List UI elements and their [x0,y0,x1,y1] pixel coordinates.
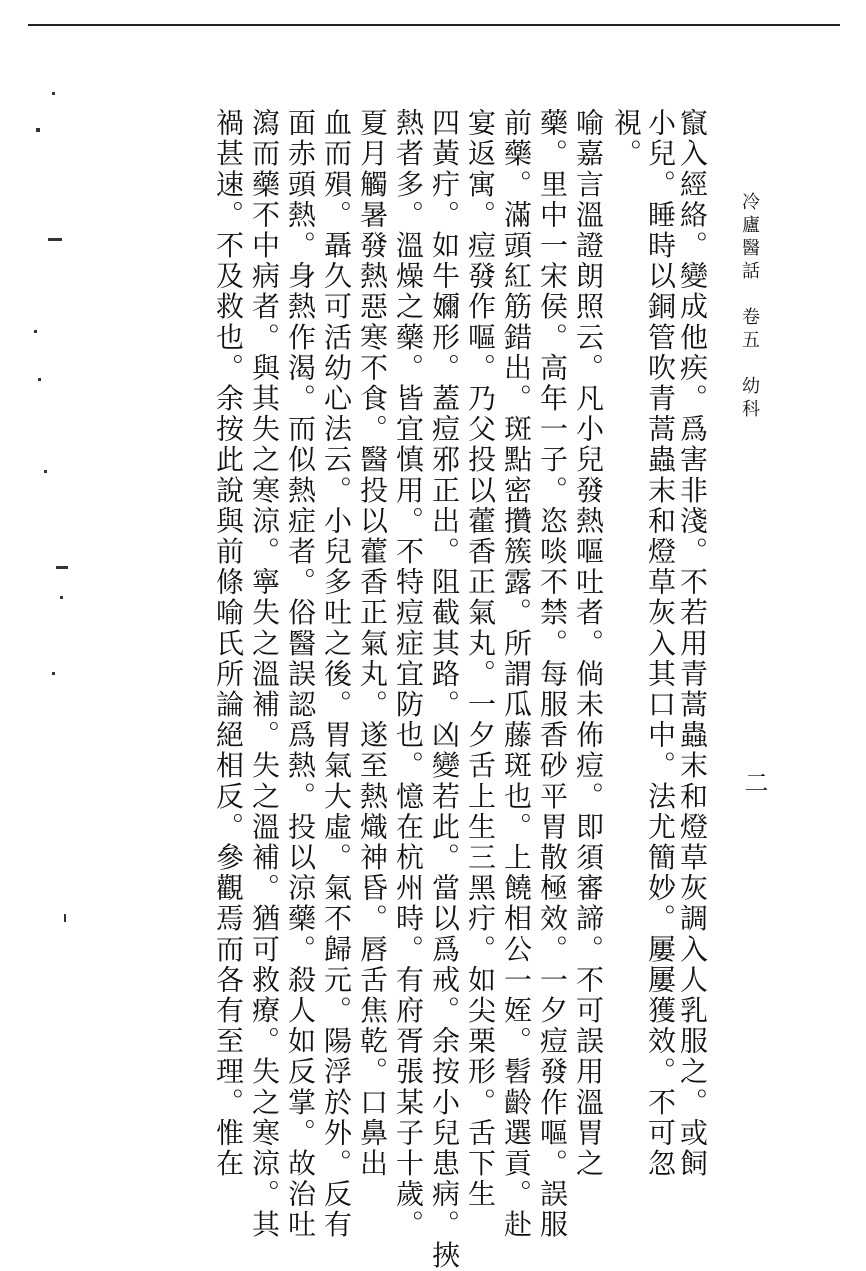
scan-speck [44,470,47,473]
scan-speck [34,330,37,333]
text-column: 前藥。滿頭紅筋錯出。斑點密攢簇露。所謂瓜藤斑也。上饒相公一姪。髫齡選貢。赴 [500,108,533,1241]
text-column: 四黃疔。如牛嬭形。蓋痘邪正出。阻截其路。凶變若此。當以爲戒。余按小兒患病。挾 [428,108,461,1271]
text-column: 竄入經絡。變成他疾。爲害非淺。不若用青蒿蟲末和燈草灰調入人乳服之。或飼 [676,108,709,1179]
text-column: 藥。里中一宋侯。高年一子。恣啖不禁。每服香砂平胃散極效。一夕痘發作嘔。誤服 [536,108,569,1241]
text-column: 瀉而藥不中病者。與其失之寒涼。寧失之溫補。失之溫補。猶可救療。失之寒涼。其 [248,108,281,1241]
scan-speck [64,914,66,922]
top-rule [28,24,840,26]
text-column: 血而殞。聶久可活幼心法云。小兒多吐之後。胃氣大虛。氣不歸元。陽浮於外。反有 [320,108,353,1241]
scan-speck [38,378,41,381]
text-column: 面赤頭熱。身熱作渴。而似熱症者。俗醫誤認爲熱。投以涼藥。殺人如反掌。故治吐 [284,108,317,1241]
scan-speck [56,566,68,569]
running-header: 冷廬醫話 卷五 幼科 [739,192,760,422]
scan-speck [60,596,63,599]
text-column: 視。 [610,108,643,170]
scan-speck [36,128,40,132]
scan-speck [48,238,62,241]
text-column: 熱者多。溫燥之藥。皆宜慎用。不特痘症宜防也。憶在杭州時。有府胥張某子十歲。 [392,108,425,1241]
text-column: 小兒。睡時以銅管吹青蒿蟲末和燈草灰入其口中。法尤簡妙。屢屢獲效。不可忽 [644,108,677,1179]
page-number: 二 [740,770,768,794]
text-column: 喻嘉言溫證朗照云。凡小兒發熱嘔吐者。倘未佈痘。即須審諦。不可誤用溫胃之 [572,108,605,1179]
scan-speck [52,672,55,675]
text-column: 宴返寓。痘發作嘔。乃父投以藿香正氣丸。一夕舌上生三黑疔。如尖栗形。舌下生 [464,108,497,1210]
scan-speck [52,92,55,95]
text-column: 禍甚速。不及救也。余按此說與前條喻氏所論絕相反。參觀焉而各有至理。惟在 [212,108,245,1179]
text-column: 夏月觸暑發熱惡寒不食。醫投以藿香正氣丸。遂至熱熾神昏。唇舌焦乾。口鼻出 [356,108,389,1179]
